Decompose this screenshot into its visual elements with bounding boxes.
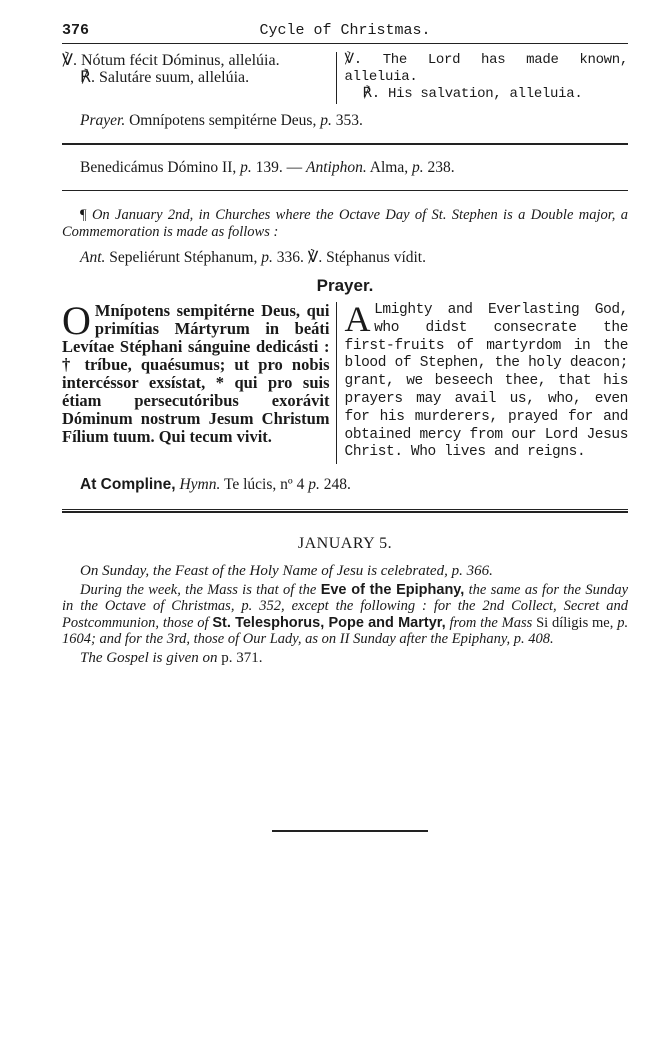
prayer-english-text: Lmighty and Everlasting God, who didst consecrate the first-fruits of martyrdom in the blood of Stephen, the holy deacon; grant, we beseech thee, that his prayers may avail us, who, even for his murderers, prayed for and obtained mercy from our Lord Jesus Christ. Who lives and reigns. (344, 302, 628, 461)
benedicamus-text: Benedicámus Dómino II, (80, 159, 237, 176)
jan5-p2-c: the same as for the Sunday in the Octave of Christmas, (62, 581, 629, 614)
versicle-english (337, 52, 628, 104)
section-rule-1 (62, 143, 628, 145)
antiphon-line (62, 249, 628, 266)
compline-page-label: p. (308, 476, 320, 493)
prayer-columns (62, 298, 628, 464)
jan5-p2-d: p. 352, (241, 598, 285, 614)
jan5-p2-h: Si díligis me, (536, 614, 614, 631)
jan5-heading: JANUARY 5. (297, 535, 393, 552)
prayer-reference (62, 112, 628, 129)
prayer-latin-text: Mnípotens sempitérne Deus, qui primítias Mártyrum in beáti Levítae Stéphani sánguine dedicásti : † tríbue, quaésumus; ut pro nobis intercéssor exsístat, * qui pro suis étiam persecutóribus exorávit Dóminum nostrum Jesum Christum Fílium tuum. Qui tecum vivit. (62, 301, 330, 446)
antiphon-page-label: p. (411, 159, 424, 176)
prayer-ref-page: 353. (335, 112, 363, 129)
ant-page: 336. (276, 249, 304, 266)
hymn-label: Hymn. (179, 476, 221, 493)
compline-line (62, 476, 628, 493)
benedicamus-line (62, 159, 628, 176)
versicle-latin-r: ℟. Salutáre suum, allelúia. (80, 69, 250, 86)
ant-versicle: ℣. Stéphanus vídit. (307, 249, 426, 266)
page-number: 376 (62, 22, 90, 39)
ant-label: Ant. (80, 249, 106, 266)
versicle-latin (62, 52, 337, 104)
jan5-p2-j: and for the 3rd, those of Our Lady, as on II Sunday after the Epiphany, (99, 631, 511, 647)
jan5-gospel-line (62, 650, 628, 667)
page-header (62, 22, 628, 39)
gospel-page: p. 371. (221, 649, 263, 666)
compline-page: 248. (323, 476, 351, 493)
eve-of-epiphany: Eve of the Epiphany, (320, 581, 465, 598)
jan5-p2-i: p. 1604; (62, 614, 629, 647)
antiphon-text: Alma, (369, 159, 409, 176)
st-telesphorus: St. Telesphorus, Pope and Martyr, (212, 614, 446, 631)
jan5-p2-g: from the Mass (449, 614, 533, 631)
jan2-note (62, 207, 628, 240)
antiphon-page: 238. (427, 159, 455, 176)
gospel-text: The Gospel is given on (80, 649, 218, 666)
page (62, 22, 628, 666)
jan5-p2-e: except the following : for the 2nd Collect, Secret and Postcommunion, those of (62, 598, 628, 631)
english-dropcap: A (344, 299, 371, 339)
jan5-line1: On Sunday, the Feast of the Holy Name of Jesu is celebrated, p. 366. (80, 563, 493, 579)
jan5-p2-k: p. 408. (513, 631, 554, 647)
versicle-english-r: ℟. His salvation, alleluia. (362, 86, 583, 102)
prayer-heading: Prayer. (316, 276, 374, 295)
pilcrow-icon: ¶ (80, 207, 87, 223)
compline-text: Te lúcis, nº 4 (223, 476, 305, 493)
versicle-columns (62, 52, 628, 104)
versicle-latin-v: ℣. Nótum fécit Dóminus, allelúia. (62, 52, 280, 69)
end-rule (272, 830, 428, 832)
prayer-english (337, 299, 628, 464)
benedicamus-page: 139. — (255, 159, 303, 176)
benedicamus-page-label: p. (240, 159, 252, 176)
versicle-english-v: ℣. The Lord has made known, alleluia. (344, 52, 628, 85)
jan5-p2-a: During the week, the Mass is that of the (80, 581, 317, 598)
jan5-mass-note (62, 582, 628, 648)
header-rule (62, 43, 628, 44)
antiphon-label: Antiphon. (306, 159, 367, 176)
ant-page-label: p. (261, 249, 273, 266)
compline-label: At Compline, (80, 476, 176, 493)
section-rule-3 (62, 509, 628, 513)
running-title: Cycle of Christmas. (259, 22, 431, 39)
section-rule-2 (62, 190, 628, 191)
prayer-ref-text: Omnípotens sempitérne Deus, (129, 112, 317, 129)
latin-dropcap: O (62, 298, 91, 343)
jan2-note-text: On January 2nd, in Churches where the Octave Day of St. Stephen is a Double major, a Commemoration is made as follows : (62, 207, 629, 240)
prayer-ref-label: Prayer. (80, 112, 126, 129)
ant-text: Sepeliérunt Stéphanum, (109, 249, 258, 266)
prayer-ref-page-label: p. (320, 112, 332, 129)
prayer-latin (62, 298, 337, 464)
